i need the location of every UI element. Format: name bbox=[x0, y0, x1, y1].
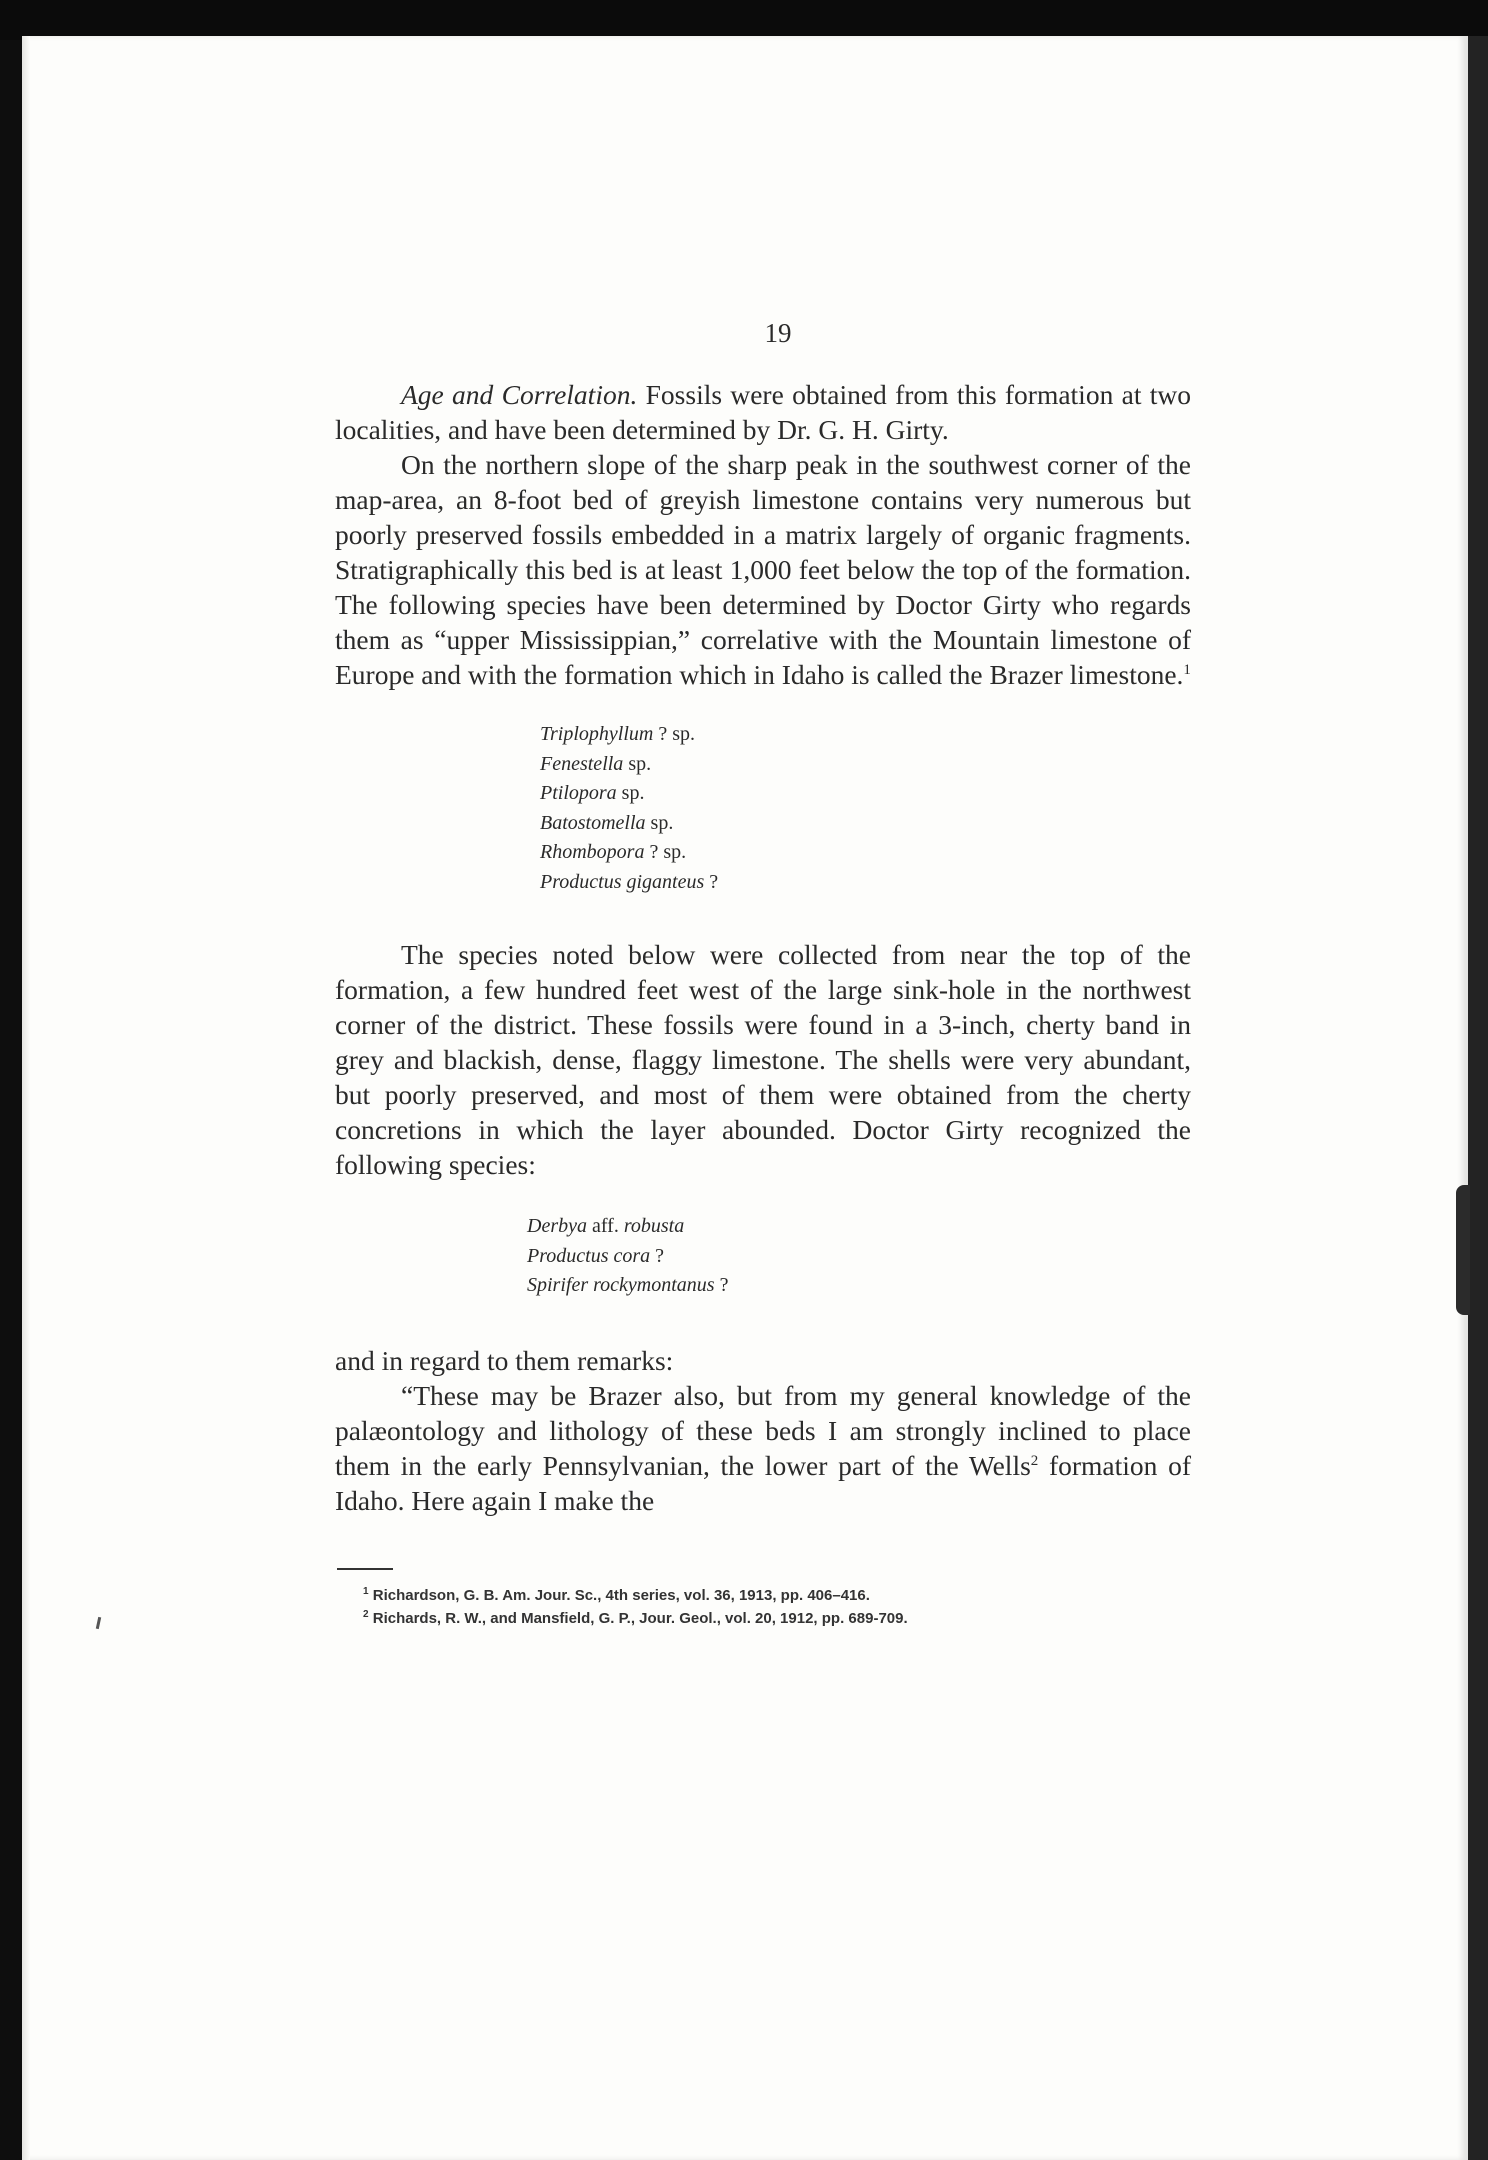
species-item bbox=[527, 1242, 1191, 1272]
section-heading: Age and Correlation. bbox=[401, 379, 638, 410]
species-name: Ptilopora bbox=[540, 782, 617, 804]
footnote-divider bbox=[337, 1568, 393, 1570]
paragraph-remarks-intro bbox=[335, 1343, 1191, 1378]
species-name: Batostomella bbox=[540, 811, 646, 834]
species-item bbox=[527, 1212, 1191, 1242]
species-item bbox=[540, 868, 1191, 898]
paragraph-species-noted-below bbox=[335, 937, 1191, 1182]
species-list-upper-mississippian bbox=[540, 720, 1191, 897]
species-list-top-of-formation bbox=[527, 1212, 1191, 1301]
paragraph-girty-quote bbox=[335, 1378, 1191, 1518]
paragraph-text-continued: formation of Idaho. Here again I make the bbox=[335, 1449, 1191, 1516]
species-qualifier: ? bbox=[704, 870, 719, 893]
species-item bbox=[540, 750, 1191, 780]
footnote-marker: 2 bbox=[363, 1608, 369, 1620]
species-qualifier: ? bbox=[714, 1274, 729, 1296]
scan-top-border bbox=[0, 0, 1488, 40]
species-qualifier: sp. bbox=[623, 752, 652, 775]
paragraph-text: The species noted below were collected from near the top of the formation, a few hundred feet west of the large sink-hole in the northwest corner of the district. These fossils were found in a 3-inch, cherty band in grey and blackish, dense, flaggy limestone. The shells were very abundant, but poorly preserved, and most of them were obtained from the cherty concretions in which the layer abounded. Doctor Girty recognized the following species: bbox=[335, 939, 1191, 1180]
species-name: Productus giganteus bbox=[540, 870, 705, 893]
footnote-item bbox=[363, 1607, 1191, 1630]
paragraph-northern-slope bbox=[335, 447, 1191, 692]
footnotes bbox=[335, 1584, 1191, 1630]
footnote-item bbox=[363, 1584, 1191, 1607]
footnote-text: Richards, R. W., and Mansfield, G. P., Jour. Geol., vol. 20, 1912, pp. 689-709. bbox=[368, 1609, 908, 1627]
species-name: Derbya bbox=[527, 1215, 587, 1237]
species-item bbox=[527, 1271, 1191, 1301]
page-edge-mark bbox=[1456, 1185, 1470, 1315]
species-item bbox=[540, 809, 1191, 839]
species-qualifier: ? bbox=[650, 1244, 665, 1267]
species-qualifier: aff. bbox=[586, 1215, 624, 1237]
species-qualifier: sp. bbox=[645, 811, 674, 834]
species-qualifier: ? sp. bbox=[653, 723, 696, 745]
scan-right-border bbox=[1468, 36, 1488, 2160]
species-item bbox=[540, 838, 1191, 868]
footnote-ref[interactable]: 2 bbox=[1030, 1452, 1039, 1469]
paragraph-text: “These may be Brazer also, but from my general knowledge of the palæontology and lithology of these beds I am strongly inclined to place them in the early Pennsylvanian, the lower part of the Wells bbox=[335, 1379, 1191, 1481]
species-name: Fenestella bbox=[540, 752, 624, 775]
species-epithet: robusta bbox=[623, 1215, 685, 1237]
footnote-ref[interactable]: 1 bbox=[1183, 661, 1191, 678]
species-qualifier: sp. bbox=[616, 782, 645, 804]
footnote-text: Richardson, G. B. Am. Jour. Sc., 4th series, vol. 36, 1913, pp. 406–416. bbox=[368, 1586, 870, 1604]
species-name: Triplophyllum bbox=[540, 723, 654, 745]
paragraph-age-correlation bbox=[335, 377, 1191, 447]
paragraph-text: Fossils were obtained from this formation at two localities, and have been determined by Dr. G. H. Girty. bbox=[335, 379, 1192, 445]
species-item bbox=[540, 779, 1191, 809]
species-item bbox=[540, 720, 1191, 750]
paragraph-text: On the northern slope of the sharp peak in the southwest corner of the map-area, an 8-foot bed of greyish limestone contains very numerous but poorly preserved fossils embedded in a matrix largely of organic fragments. Stratigraphically this bed is at least 1,000 feet below the top of the formation. The following species have been determined by Doctor Girty who regards them as “upper Mississippian,” correlative with the Mountain limestone of Europe and with the formation which in Idaho is called the Brazer limestone. bbox=[335, 449, 1191, 690]
paragraph-text: and in regard to them remarks: bbox=[335, 1344, 674, 1376]
species-name: Rhombopora bbox=[540, 841, 645, 863]
footnote-marker: 1 bbox=[363, 1585, 369, 1597]
species-qualifier: ? sp. bbox=[644, 841, 687, 863]
species-name: Spirifer rockymontanus bbox=[527, 1274, 715, 1296]
page-gutter-shadow bbox=[22, 36, 30, 2160]
page-text-block bbox=[335, 318, 1191, 1630]
species-name: Productus cora bbox=[527, 1244, 651, 1267]
page-number: 19 bbox=[764, 318, 792, 348]
